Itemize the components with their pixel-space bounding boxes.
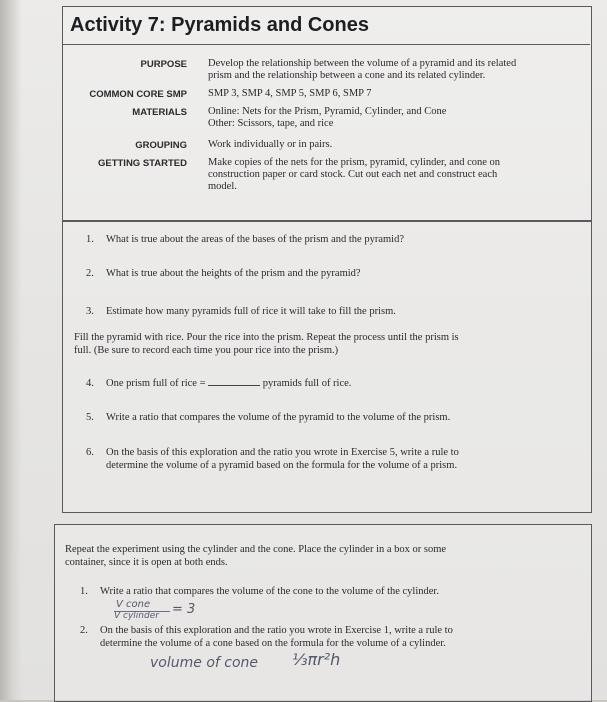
smp-value: SMP 3, SMP 4, SMP 5, SMP 6, SMP 7 [208,88,372,99]
question-4-prefix: One prism full of rice = [106,378,206,389]
cone-intro [65,543,575,569]
grouping-label: GROUPING [135,140,187,151]
handwritten-ratio-numerator: V cone [116,599,151,610]
materials-label: MATERIALS [132,107,187,118]
getting-started-label: GETTING STARTED [97,158,187,169]
materials-line-2: Other: Scissors, tape, and rice [208,118,334,129]
materials-line-1: Online: Nets for the Prism, Pyramid, Cylinder, and Cone [208,106,447,117]
purpose-label: PURPOSE [140,59,187,70]
page-edge-shadow [0,0,22,700]
question-2 [86,267,361,280]
question-4-number: 4. [86,378,94,389]
question-5 [86,411,450,424]
question-4-answer-blank[interactable] [208,376,260,386]
materials-value [208,106,558,130]
purpose-line-1: Develop the relationship between the volume of a pyramid and its related [208,58,517,69]
cone-question-2-number: 2. [80,625,88,636]
cone-question-1 [80,585,439,598]
handwritten-rule-text: volume of cone [150,655,259,671]
question-2-text: What is true about the heights of the prism and the pyramid? [106,268,361,279]
fill-instructions [74,331,574,357]
question-2-number: 2. [86,268,94,279]
question-4 [86,376,351,390]
purpose-value [208,58,558,82]
cone-question-2-line-2: determine the volume of a cone based on the formula for the volume of a cylinder. [100,638,446,649]
question-1 [86,233,404,246]
question-1-text: What is true about the areas of the bases of the prism and the pyramid? [106,234,404,245]
getting-started-line-1: Make copies of the nets for the prism, pyramid, cylinder, and cone on [208,157,501,168]
getting-started-value [208,157,558,193]
question-3-text: Estimate how many pyramids full of rice it will take to fill the prism. [106,306,396,317]
grouping-value: Work individually or in pairs. [208,139,333,150]
question-1-number: 1. [86,234,94,245]
question-5-number: 5. [86,412,94,423]
cone-question-2 [80,624,580,650]
purpose-line-2: prism and the relationship between a cone and its related cylinder. [208,70,486,81]
question-4-suffix: pyramids full of rice. [262,378,352,389]
question-5-text: Write a ratio that compares the volume of the pyramid to the volume of the prism. [106,412,451,423]
question-3-number: 3. [86,306,94,317]
cone-intro-line-1: Repeat the experiment using the cylinder and the cone. Place the cylinder in a box or some [65,544,447,555]
fill-line-1: Fill the pyramid with rice. Pour the rice into the prism. Repeat the process until the prism is [74,332,459,343]
getting-started-line-3: model. [208,181,237,192]
activity-title: Activity 7: Pyramids and Cones [70,14,369,36]
handwritten-ratio-denominator: V cylinder [114,611,159,621]
cone-intro-line-2: container, since it is open at both ends. [65,557,228,568]
title-divider [62,44,590,45]
getting-started-line-2: construction paper or card stock. Cut out each net and construct each [208,169,498,180]
handwritten-rule-formula: ⅓πr²h [292,650,341,669]
cone-question-1-text: Write a ratio that compares the volume of the cone to the volume of the cylinder. [100,586,439,597]
handwritten-ratio-value: = 3 [172,602,196,617]
question-3 [86,305,396,318]
cone-question-1-number: 1. [80,586,88,597]
question-6-line-1: On the basis of this exploration and the ratio you wrote in Exercise 5, write a rule to [106,447,459,458]
question-6-number: 6. [86,447,94,458]
smp-label: COMMON CORE SMP [89,89,187,100]
cone-question-2-line-1: On the basis of this exploration and the ratio you wrote in Exercise 1, write a rule to [100,625,453,636]
fill-line-2: full. (Be sure to record each time you pour rice into the prism.) [74,345,339,356]
question-6 [86,446,566,472]
question-6-line-2: determine the volume of a pyramid based on the formula for the volume of a prism. [106,460,458,471]
